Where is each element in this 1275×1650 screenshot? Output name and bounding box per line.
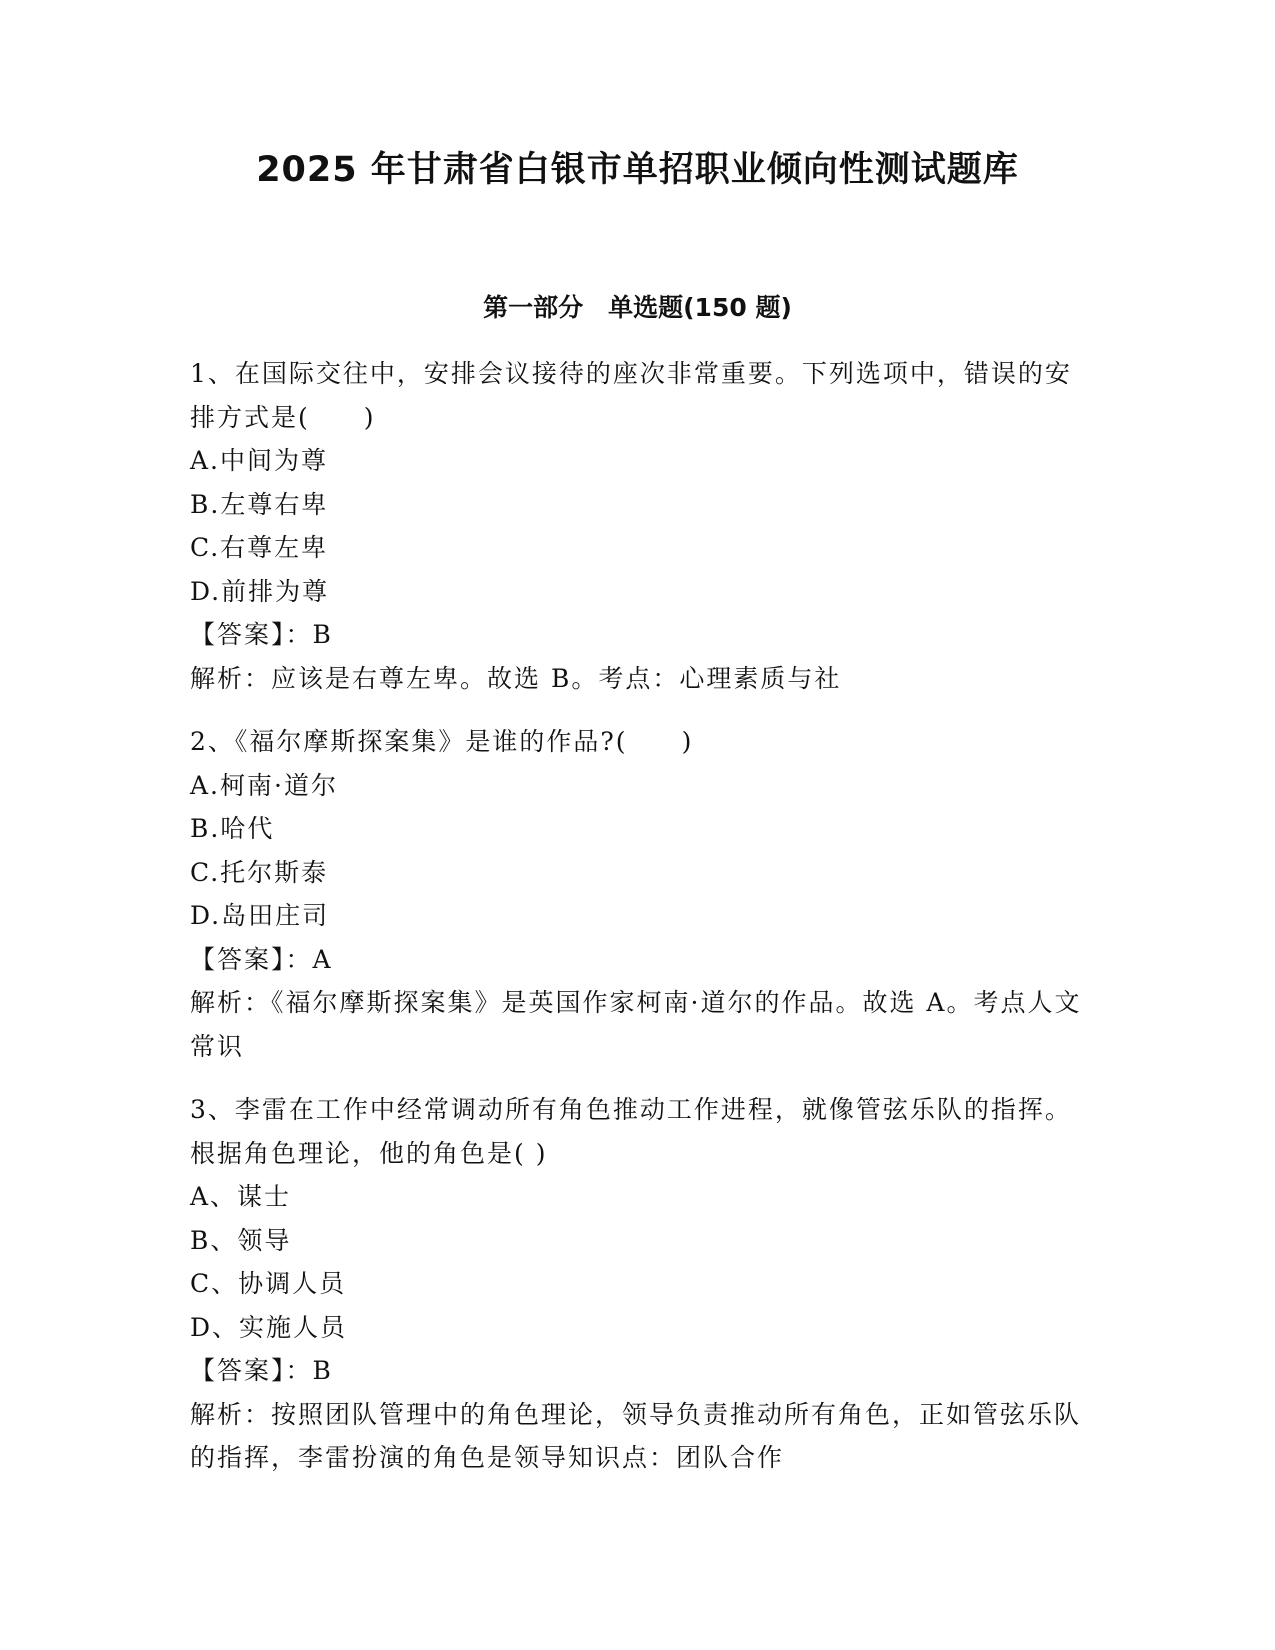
analysis: 解析：《福尔摩斯探案集》是英国作家柯南·道尔的作品。故选 A。考点人文常识 xyxy=(190,988,1082,1061)
answer: 【答案】：B xyxy=(190,1356,333,1385)
answer: 【答案】：B xyxy=(190,620,333,649)
option-d: D、实施人员 xyxy=(190,1312,348,1342)
option-b: B.哈代 xyxy=(190,814,275,843)
answer: 【答案】：A xyxy=(190,944,333,974)
analysis: 解析：应该是右尊左卑。故选 B。考点：心理素质与社 xyxy=(190,663,842,693)
option-b: B.左尊右卑 xyxy=(190,489,329,519)
option-d: D.岛田庄司 xyxy=(190,901,330,930)
option-c: C、协调人员 xyxy=(190,1269,347,1298)
analysis: 解析：按照团队管理中的角色理论，领导负责推动所有角色，正如管弦乐队的指挥，李雷扮演的角色是领导知识点：团队合作 xyxy=(190,1399,1082,1472)
question-stem: 3、李雷在工作中经常调动所有角色推动工作进程，就像管弦乐队的指挥。根据角色理论，他的角色是( ) xyxy=(190,1095,1072,1168)
option-a: A.中间为尊 xyxy=(190,446,329,475)
section-heading: 第一部分 单选题(150 题) xyxy=(483,293,792,322)
option-a: A.柯南·道尔 xyxy=(190,770,338,800)
option-b: B、领导 xyxy=(190,1225,292,1255)
option-d: D.前排为尊 xyxy=(190,576,330,606)
question-stem: 2、《福尔摩斯探案集》是谁的作品?( ) xyxy=(190,727,694,756)
option-c: C.托尔斯泰 xyxy=(190,857,329,887)
question-2 xyxy=(190,720,1090,1068)
document-title: 2025 年甘肃省白银市单招职业倾向性测试题库 xyxy=(256,150,1019,190)
question-1 xyxy=(190,352,1090,700)
option-c: C.右尊左卑 xyxy=(190,533,329,562)
question-list xyxy=(190,352,1090,1500)
question-3 xyxy=(190,1088,1090,1480)
question-stem: 1、在国际交往中，安排会议接待的座次非常重要。下列选项中，错误的安排方式是( ) xyxy=(190,359,1072,432)
option-a: A、谋士 xyxy=(190,1182,292,1211)
